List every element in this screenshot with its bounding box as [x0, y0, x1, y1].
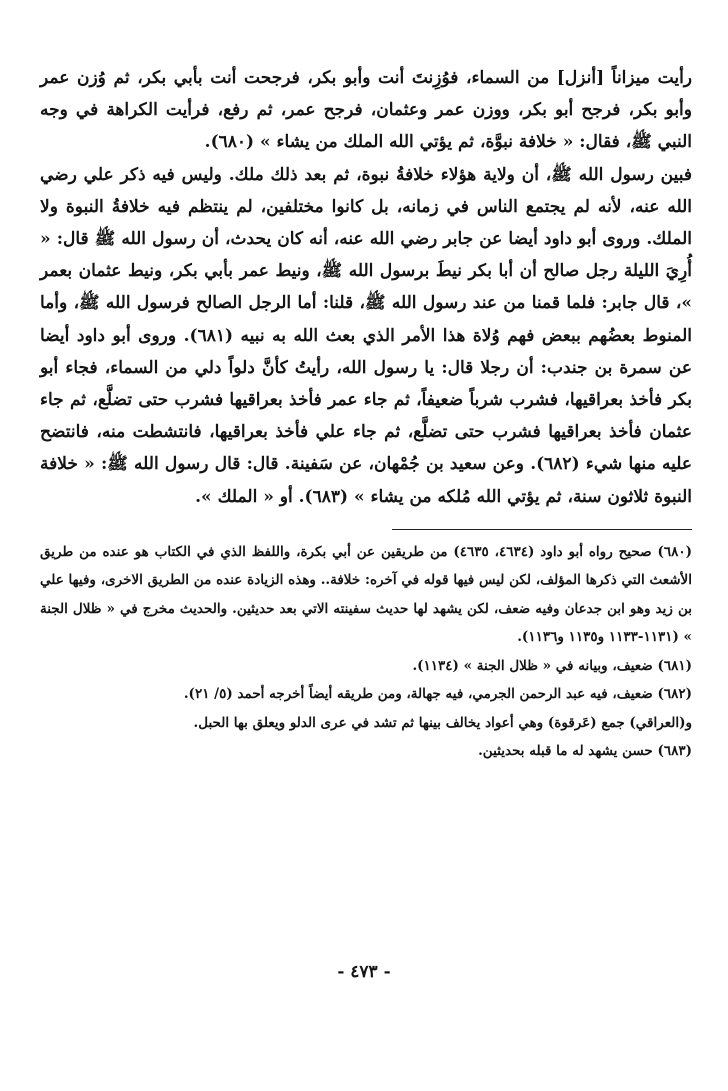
page-number: - ٤٧٣ -	[337, 962, 391, 982]
footnote-separator	[392, 529, 692, 530]
main-paragraph-1: رأيت ميزاناً [أنزل] من السماء، فوُزِنتَ أنت وأبو بكر، فرجحت أنت بأبي بكر، ثم وُزن عمر وأبو بكر، فرجح أبو بكر، ووزن عمر وعثمان، فرجح عمر، ثم رفع، فرأيت الكراهة في وجه النبي ﷺ، فقال: « خلافة نبوَّة، ثم يؤتي الله الملك من يشاء » (٦٨٠).	[40, 68, 692, 153]
footnote-681: (٦٨١) ضعيف، وبيانه في « ظلال الجنة » (١١٣٤).	[412, 657, 692, 674]
footnotes	[40, 538, 692, 766]
main-text	[40, 62, 692, 513]
footnote-680: (٦٨٠) صحيح رواه أبو داود (٤٦٣٤، ٤٦٣٥) من طريقين عن أبي بكرة، واللفظ الذي في الكتاب هو عنده من طريق الأشعث التي ذكرها المؤلف، لكن ليس فيها قوله في آخره: خلافة.. وهذه الزيادة عنده من الطريق الاخرى، وفيها علي بن زيد وهو ابن جدعان وفيه ضعف، لكن يشهد لها حديث سفينته الاتي بعد حديثين. والحديث مخرج في « ظلال الجنة » (١١٣١-١١٣٣ و١١٣٥ و١١٣٦).	[40, 543, 692, 646]
main-paragraph-2: فبين رسول الله ﷺ، أن ولاية هؤلاء خلافةُ نبوة، ثم بعد ذلك ملك. وليس فيه ذكر علي رضي الله عنه، لأنه لم يجتمع الناس في زمانه، بل كانوا مختلفين، لم ينتظم فيه خلافةُ النبوة ولا الملك. وروى أبو داود أيضا عن جابر رضي الله عنه، أنه كان يحدث، أن رسول الله ﷺ قال: « أُرِيَ الليلة رجل صالح أن أبا بكر نيطَ برسول الله ﷺ، ونيط عمر بأبي بكر، ونيط عثمان بعمر »، قال جابر: فلما قمنا من عند رسول الله ﷺ، قلنا: أما الرجل الصالح فرسول الله ﷺ، وأما المنوط بعضُهم ببعض فهم وُلاة هذا الأمر الذي بعث الله به نبيه (٦٨١). وروى أبو داود أيضا عن سمرة بن جندب: أن رجلا قال: يا رسول الله، رأيتُ كأنَّ دلواً دلي من السماء، فجاء أبو بكر فأخذ بعراقيها، فشرب شرباً ضعيفاً، ثم جاء عمر فأخذ بعراقيها فشرب حتى تضلَّع، ثم جاء عثمان فأخذ بعراقيها فشرب حتى تضلَّع، ثم جاء علي فأخذ بعراقيها، فانتشطت منه، فانتضح عليه منها شيء (٦٨٢). وعن سعيد بن جُمْهان، عن سَفينة. قال: قال رسول الله ﷺ: « خلافة النبوة ثلاثون سنة، ثم يؤتي الله مُلكه من يشاء » (٦٨٣). أو « الملك ».	[40, 164, 692, 507]
footnote-gloss-iraqi: و(العراقي) جمع (عَرقوة) وهي أعواد يخالف بينها ثم تشد في عرى الدلو ويعلق بها الحبل.	[193, 714, 692, 731]
footnote-683: (٦٨٣) حسن يشهد له ما قبله بحديثين.	[478, 743, 692, 760]
footnote-682: (٦٨٢) ضعيف، فيه عبد الرحمن الجرمي، فيه جهالة، ومن طريقه أيضاً أخرجه أحمد (٥/ ٢١).	[183, 686, 692, 703]
